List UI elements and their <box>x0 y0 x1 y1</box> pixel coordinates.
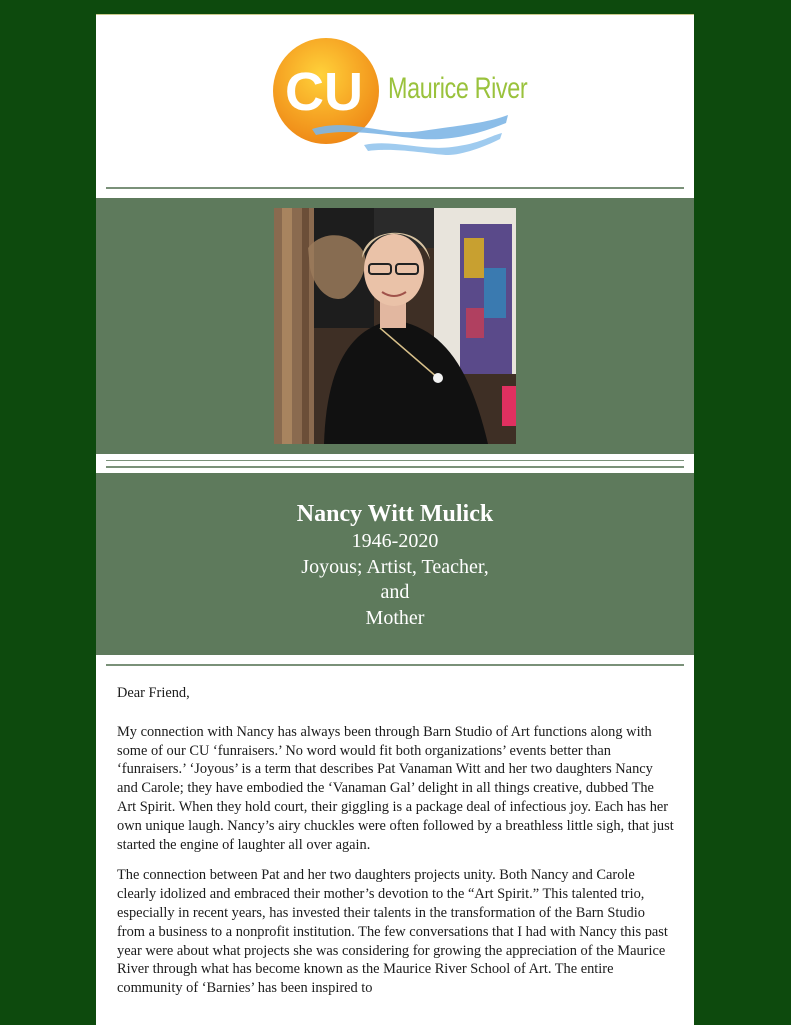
memorial-tagline-2: and <box>380 581 410 603</box>
portrait-photo[interactable] <box>274 208 516 444</box>
memorial-years: 1946-2020 <box>351 530 439 552</box>
memorial-tagline-1: Joyous; Artist, Teacher, <box>301 555 489 578</box>
memorial-name: Nancy Witt Mulick <box>296 501 494 527</box>
memorial-title-band <box>96 473 694 655</box>
logo-initials: CU <box>285 62 363 122</box>
letter-greeting: Dear Friend, <box>117 685 190 701</box>
newsletter-container <box>96 14 694 1025</box>
memorial-tagline-3: Mother <box>365 606 425 629</box>
logo-org-name: Maurice River <box>388 72 528 105</box>
header-logo[interactable] <box>96 15 694 187</box>
divider <box>106 187 684 189</box>
portrait-image <box>274 208 516 444</box>
double-divider <box>96 454 694 473</box>
letter-body <box>96 666 694 998</box>
photo-band <box>96 198 694 454</box>
letter-paragraph: My connection with Nancy has always been through Barn Studio of Art functions along with some of our CU ‘funraisers.’ No word would fit both organizations’ events better than ‘funraisers.’ ‘Joyous’ is a term that describes Pat Vanaman Witt and her two daughters Nancy and Carole; they have embodied the ‘Vanaman Gal’ delight in all things creative, dubbed The Art Spirit. When they hold court, their giggling is a package deal of infectious joy. Each has her own unique laugh. Nancy’s airy chuckles were often followed by a breathless little sigh, that just started the engine of laughter all over again. <box>117 723 674 853</box>
letter-paragraph: The connection between Pat and her two daughters projects unity. Both Nancy and Carole clearly idolized and embraced their mother’s devotion to the “Art Spirit.” This talented trio, especially in recent years, has invested their talents in the transformation of the Barn Studio from a business to a nonprofit institution. The few conversations that I had with Nancy this past year were about what projects she was considering for growing the appreciation of the Maurice River through what has become known as the Maurice River School of Art. The entire community of ‘Barnies’ has been inspired to <box>117 867 668 997</box>
